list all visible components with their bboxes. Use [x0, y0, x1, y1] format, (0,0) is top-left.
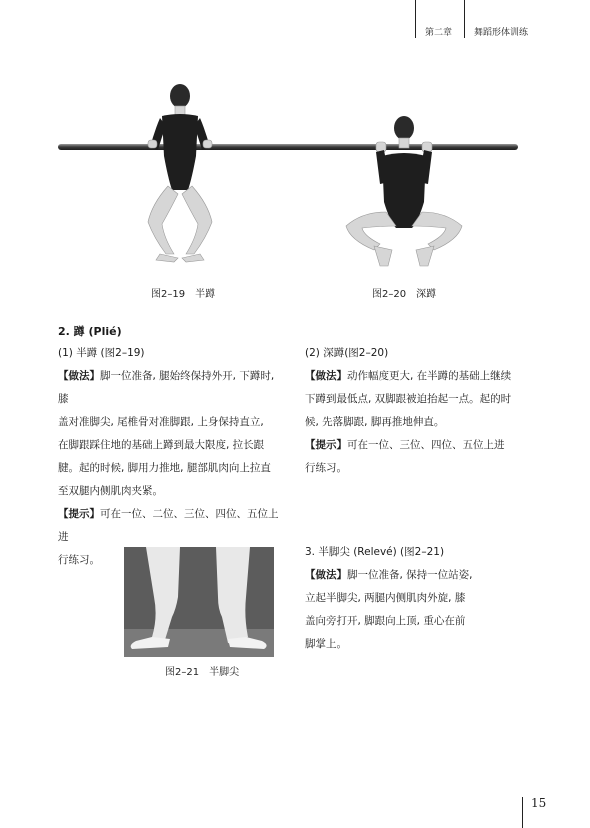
tip-text: 可在一位、二位、三位、四位、五位上进 [58, 508, 279, 543]
grand-plie-heading: (2) 深蹲(图2–20) [305, 347, 389, 359]
demi-plie-method-line-0 [58, 365, 286, 411]
header-chapter: 第二章 [425, 28, 453, 38]
header-divider-left [415, 0, 416, 38]
releve-method-line-1: 立起半脚尖, 两腿内侧肌肉外旋, 膝 [305, 592, 466, 604]
releve-method-line-0 [305, 564, 535, 587]
figure-caption-2-20: 图2–20 深蹲 [372, 289, 437, 300]
demi-plie-method-line-2: 在脚跟踩住地的基础上蹲到最大限度, 拉长跟 [58, 439, 265, 451]
releve-section [305, 541, 535, 656]
section-title-plie: 2. 蹲 (Plié) [58, 325, 122, 338]
figure-caption-2-19: 图2–19 半蹲 [151, 289, 216, 300]
grand-plie-column [305, 342, 535, 480]
releve-method-line-2: 盖向旁打开, 脚跟向上顶, 重心在前 [305, 615, 466, 627]
releve-method-line-3: 脚掌上。 [305, 638, 347, 650]
demi-plie-method-line-4: 至双腿内侧肌肉夹紧。 [58, 485, 163, 497]
page-number-divider [522, 797, 523, 828]
header-divider-mid [464, 0, 465, 38]
figure-caption-2-21: 图2–21 半脚尖 [165, 667, 240, 678]
method-text: 脚一位准备, 腿始终保持外开, 下蹲时, 膝 [58, 370, 275, 405]
grand-plie-method-line-2: 候, 先落脚跟, 脚再推地伸直。 [305, 416, 445, 428]
demi-plie-tip-line-0 [58, 503, 286, 549]
method-tag: 【做法】 [305, 569, 347, 581]
method-tag: 【做法】 [305, 370, 347, 382]
method-text: 动作幅度更大, 在半蹲的基础上继续 [347, 370, 512, 382]
demi-plie-method-line-1: 盖对准脚尖, 尾椎骨对准脚跟, 上身保持直立, [58, 416, 264, 428]
releve-feet-illustration [124, 547, 274, 657]
tip-tag: 【提示】 [58, 508, 100, 520]
demi-plie-column [58, 342, 286, 572]
header-title: 舞蹈形体训练 [474, 28, 529, 38]
releve-heading: 3. 半脚尖 (Relevé) (图2–21) [305, 546, 445, 558]
releve-feet-photo [124, 547, 274, 657]
demi-plie-dancer-figure [130, 82, 230, 270]
tip-text: 可在一位、三位、四位、五位上进 [347, 439, 505, 451]
grand-plie-tip-line-0 [305, 434, 535, 457]
method-tag: 【做法】 [58, 370, 100, 382]
demi-plie-heading: (1) 半蹲 (图2–19) [58, 347, 145, 359]
grand-plie-method-line-0 [305, 365, 535, 388]
tip-tag: 【提示】 [305, 439, 347, 451]
page-number: 15 [531, 796, 547, 810]
grand-plie-method-line-1: 下蹲到最低点, 双脚跟被迫抬起一点。起的时 [305, 393, 512, 405]
grand-plie-dancer-figure [340, 112, 470, 270]
demi-plie-tip-line-1: 行练习。 [58, 554, 100, 566]
demi-plie-method-line-3: 腱。起的时候, 脚用力推地, 腿部肌肉向上拉直 [58, 462, 271, 474]
grand-plie-tip-line-1: 行练习。 [305, 462, 347, 474]
method-text: 脚一位准备, 保持一位站姿, [347, 569, 473, 581]
